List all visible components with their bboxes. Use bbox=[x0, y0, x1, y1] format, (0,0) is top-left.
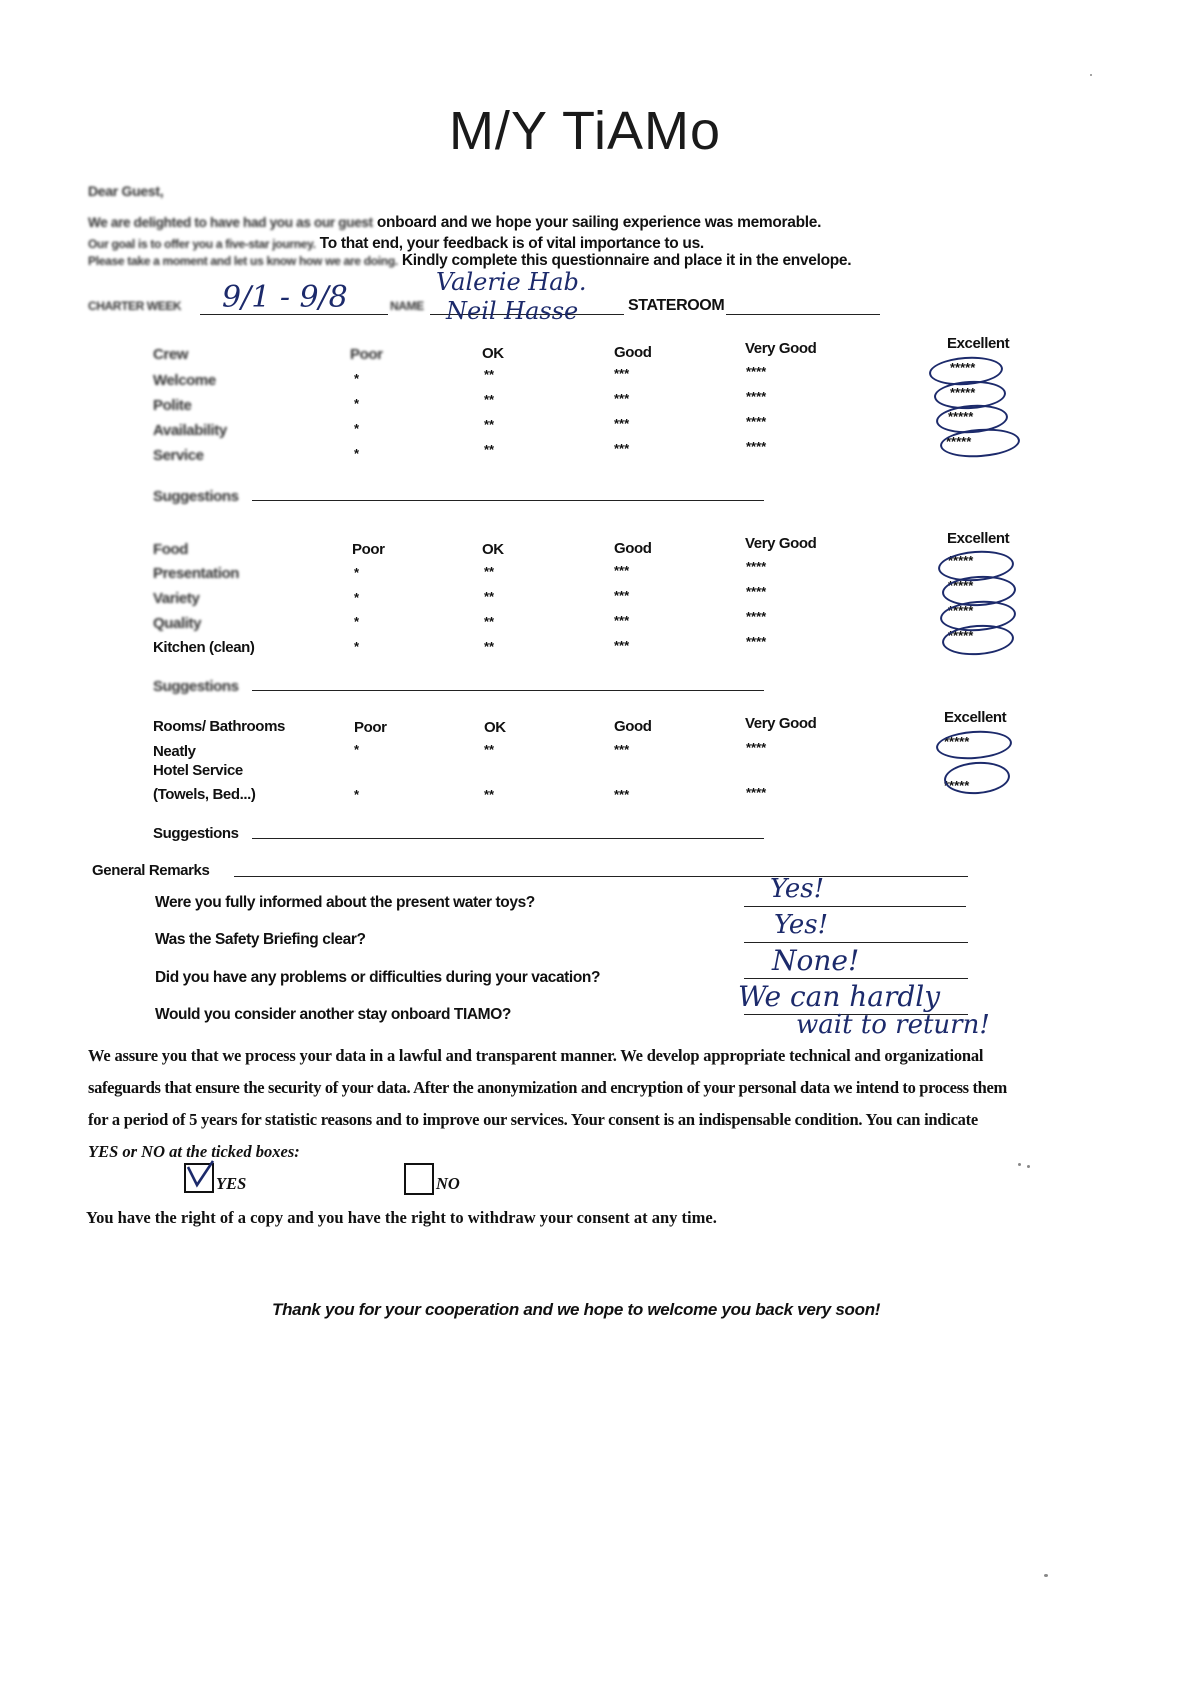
header-poor: Poor bbox=[350, 346, 383, 363]
section-title: Crew bbox=[153, 346, 189, 363]
star-good[interactable]: *** bbox=[614, 613, 630, 628]
header-very-good: Very Good bbox=[745, 535, 817, 552]
intro-line-1 bbox=[88, 214, 821, 232]
star-excellent[interactable]: ***** bbox=[950, 360, 976, 375]
stateroom-label: STATEROOM bbox=[628, 297, 725, 314]
star-ok[interactable]: ** bbox=[484, 787, 495, 802]
header-very-good: Very Good bbox=[745, 340, 817, 357]
charter-week-value[interactable]: 9/1 - 9/8 bbox=[222, 280, 348, 315]
star-ok[interactable]: ** bbox=[484, 442, 495, 457]
header-excellent: Excellent bbox=[947, 335, 1010, 352]
star-good[interactable]: *** bbox=[614, 742, 630, 757]
yes-label: YES bbox=[216, 1174, 247, 1193]
star-very-good[interactable]: **** bbox=[746, 414, 767, 429]
question-another-stay: Would you consider another stay onboard TIAMO? bbox=[155, 1006, 511, 1023]
star-good[interactable]: *** bbox=[614, 391, 630, 406]
star-ok[interactable]: ** bbox=[484, 392, 495, 407]
scan-speck bbox=[1090, 74, 1092, 76]
consent-line-2: safeguards that ensure the security of your data. After the anonymization and encryption of your personal data we intend to process them bbox=[88, 1078, 1007, 1097]
header-good: Good bbox=[614, 344, 652, 361]
answer-another-stay-1[interactable]: We can hardly bbox=[738, 980, 941, 1013]
yes-checkbox[interactable] bbox=[184, 1163, 214, 1193]
item-welcome: Welcome bbox=[153, 372, 216, 389]
star-excellent[interactable]: ***** bbox=[948, 409, 974, 424]
star-excellent[interactable]: ***** bbox=[948, 603, 974, 618]
header-good: Good bbox=[614, 540, 652, 557]
star-very-good[interactable]: **** bbox=[746, 740, 767, 755]
intro-line-2 bbox=[88, 235, 704, 253]
header-poor: Poor bbox=[352, 541, 385, 558]
star-excellent[interactable]: ***** bbox=[950, 385, 976, 400]
general-remarks-label: General Remarks bbox=[92, 862, 210, 879]
greeting: Dear Guest, bbox=[88, 183, 164, 199]
item-hotel-service: Hotel Service bbox=[153, 762, 243, 779]
star-ok[interactable]: ** bbox=[484, 742, 495, 757]
star-excellent[interactable]: ***** bbox=[944, 734, 970, 749]
item-presentation: Presentation bbox=[153, 565, 240, 582]
question-problems: Did you have any problems or difficulties during your vacation? bbox=[155, 969, 601, 986]
selection-circle bbox=[943, 760, 1011, 797]
answer-water-toys[interactable]: Yes! bbox=[770, 874, 825, 904]
header-ok: OK bbox=[484, 719, 506, 736]
consent-line-3: for a period of 5 years for statistic reasons and to improve our services. Your consent is an indispensable condition. You can indicate bbox=[88, 1110, 978, 1129]
name-value-1[interactable]: Valerie Hab. bbox=[436, 268, 587, 296]
header-very-good: Very Good bbox=[745, 715, 817, 732]
intro-line-1-blurred: We are delighted to have had you as our guest bbox=[88, 215, 373, 230]
suggestions-label: Suggestions bbox=[153, 678, 239, 695]
charter-week-label: CHARTER WEEK bbox=[88, 299, 182, 313]
name-label: NAME bbox=[390, 299, 424, 313]
star-very-good[interactable]: **** bbox=[746, 609, 767, 624]
star-good[interactable]: *** bbox=[614, 366, 630, 381]
no-checkbox[interactable] bbox=[404, 1163, 434, 1195]
header-excellent: Excellent bbox=[944, 709, 1007, 726]
star-poor[interactable]: * bbox=[354, 421, 360, 436]
star-very-good[interactable]: **** bbox=[746, 559, 767, 574]
star-poor[interactable]: * bbox=[354, 590, 360, 605]
star-poor[interactable]: * bbox=[354, 614, 360, 629]
star-very-good[interactable]: **** bbox=[746, 389, 767, 404]
star-poor[interactable]: * bbox=[354, 742, 360, 757]
intro-line-3-clear: Kindly complete this questionnaire and place it in the envelope. bbox=[401, 252, 852, 269]
star-poor[interactable]: * bbox=[354, 639, 360, 654]
star-poor[interactable]: * bbox=[354, 371, 360, 386]
question-safety-briefing: Was the Safety Briefing clear? bbox=[155, 931, 366, 948]
suggestions-line[interactable] bbox=[252, 690, 764, 691]
question-water-toys: Were you fully informed about the present water toys? bbox=[155, 894, 535, 911]
star-excellent[interactable]: ***** bbox=[946, 434, 972, 449]
suggestions-label: Suggestions bbox=[153, 488, 239, 505]
no-label: NO bbox=[436, 1174, 460, 1193]
star-ok[interactable]: ** bbox=[484, 639, 495, 654]
consent-line-1: We assure you that we process your data in a lawful and transparent manner. We develop appropriate technical and organizational bbox=[88, 1046, 984, 1065]
star-excellent[interactable]: ***** bbox=[948, 628, 974, 643]
item-service: Service bbox=[153, 447, 204, 464]
intro-line-2-clear: To that end, your feedback is of vital importance to us. bbox=[319, 235, 704, 252]
answer-safety-briefing[interactable]: Yes! bbox=[774, 910, 829, 940]
star-excellent[interactable]: ***** bbox=[948, 578, 974, 593]
star-good[interactable]: *** bbox=[614, 588, 630, 603]
header-good: Good bbox=[614, 718, 652, 735]
item-variety: Variety bbox=[153, 590, 200, 607]
star-ok[interactable]: ** bbox=[484, 367, 495, 382]
star-excellent[interactable]: ***** bbox=[944, 778, 970, 793]
section-title: Rooms/ Bathrooms bbox=[153, 718, 285, 735]
checkmark-icon bbox=[184, 1159, 214, 1189]
intro-line-2-blurred: Our goal is to offer you a five-star journey. bbox=[88, 237, 316, 251]
star-very-good[interactable]: **** bbox=[746, 439, 767, 454]
answer-another-stay-2[interactable]: wait to return! bbox=[796, 1010, 990, 1040]
stateroom-line bbox=[726, 314, 880, 315]
star-poor[interactable]: * bbox=[354, 787, 360, 802]
item-polite: Polite bbox=[153, 397, 192, 414]
star-poor[interactable]: * bbox=[354, 396, 360, 411]
star-very-good[interactable]: **** bbox=[746, 364, 767, 379]
intro-line-3-blurred: Please take a moment and let us know how we are doing. bbox=[88, 254, 398, 268]
star-good[interactable]: *** bbox=[614, 416, 630, 431]
rights-text: You have the right of a copy and you have the right to withdraw your consent at any time. bbox=[86, 1208, 717, 1227]
star-good[interactable]: *** bbox=[614, 638, 630, 653]
star-ok[interactable]: ** bbox=[484, 589, 495, 604]
suggestions-line[interactable] bbox=[252, 838, 764, 839]
item-neatly: Neatly bbox=[153, 743, 196, 760]
answer-line[interactable] bbox=[744, 942, 968, 943]
answer-line[interactable] bbox=[744, 978, 968, 979]
section-title: Food bbox=[153, 541, 189, 558]
header-ok: OK bbox=[482, 541, 504, 558]
star-very-good[interactable]: **** bbox=[746, 785, 767, 800]
star-ok[interactable]: ** bbox=[484, 614, 495, 629]
star-ok[interactable]: ** bbox=[484, 564, 495, 579]
header-excellent: Excellent bbox=[947, 530, 1010, 547]
general-remarks-line[interactable] bbox=[234, 876, 968, 877]
thank-you-footer: Thank you for your cooperation and we hope to welcome you back very soon! bbox=[272, 1300, 881, 1319]
scan-speck bbox=[1027, 1165, 1030, 1168]
intro-line-1-clear: onboard and we hope your sailing experience was memorable. bbox=[376, 214, 822, 231]
star-ok[interactable]: ** bbox=[484, 417, 495, 432]
scan-speck bbox=[1044, 1574, 1048, 1577]
star-good[interactable]: *** bbox=[614, 563, 630, 578]
answer-problems[interactable]: None! bbox=[772, 944, 860, 977]
star-poor[interactable]: * bbox=[354, 446, 360, 461]
consent-line-4: YES or NO at the ticked boxes: bbox=[88, 1142, 300, 1161]
name-value-2[interactable]: Neil Hasse bbox=[446, 297, 579, 325]
item-towels-bed: (Towels, Bed...) bbox=[153, 786, 256, 803]
header-ok: OK bbox=[482, 345, 504, 362]
suggestions-line[interactable] bbox=[252, 500, 764, 501]
star-very-good[interactable]: **** bbox=[746, 584, 767, 599]
item-quality: Quality bbox=[153, 615, 202, 632]
scan-speck bbox=[1018, 1163, 1021, 1166]
header-poor: Poor bbox=[354, 719, 387, 736]
star-poor[interactable]: * bbox=[354, 565, 360, 580]
form-title: M/Y TiAMo bbox=[448, 101, 722, 161]
star-excellent[interactable]: ***** bbox=[948, 553, 974, 568]
star-good[interactable]: *** bbox=[614, 441, 630, 456]
item-kitchen: Kitchen (clean) bbox=[153, 639, 255, 656]
suggestions-label: Suggestions bbox=[153, 825, 239, 842]
star-very-good[interactable]: **** bbox=[746, 634, 767, 649]
answer-line[interactable] bbox=[744, 906, 966, 907]
star-good[interactable]: *** bbox=[614, 787, 630, 802]
item-availability: Availability bbox=[153, 422, 227, 439]
